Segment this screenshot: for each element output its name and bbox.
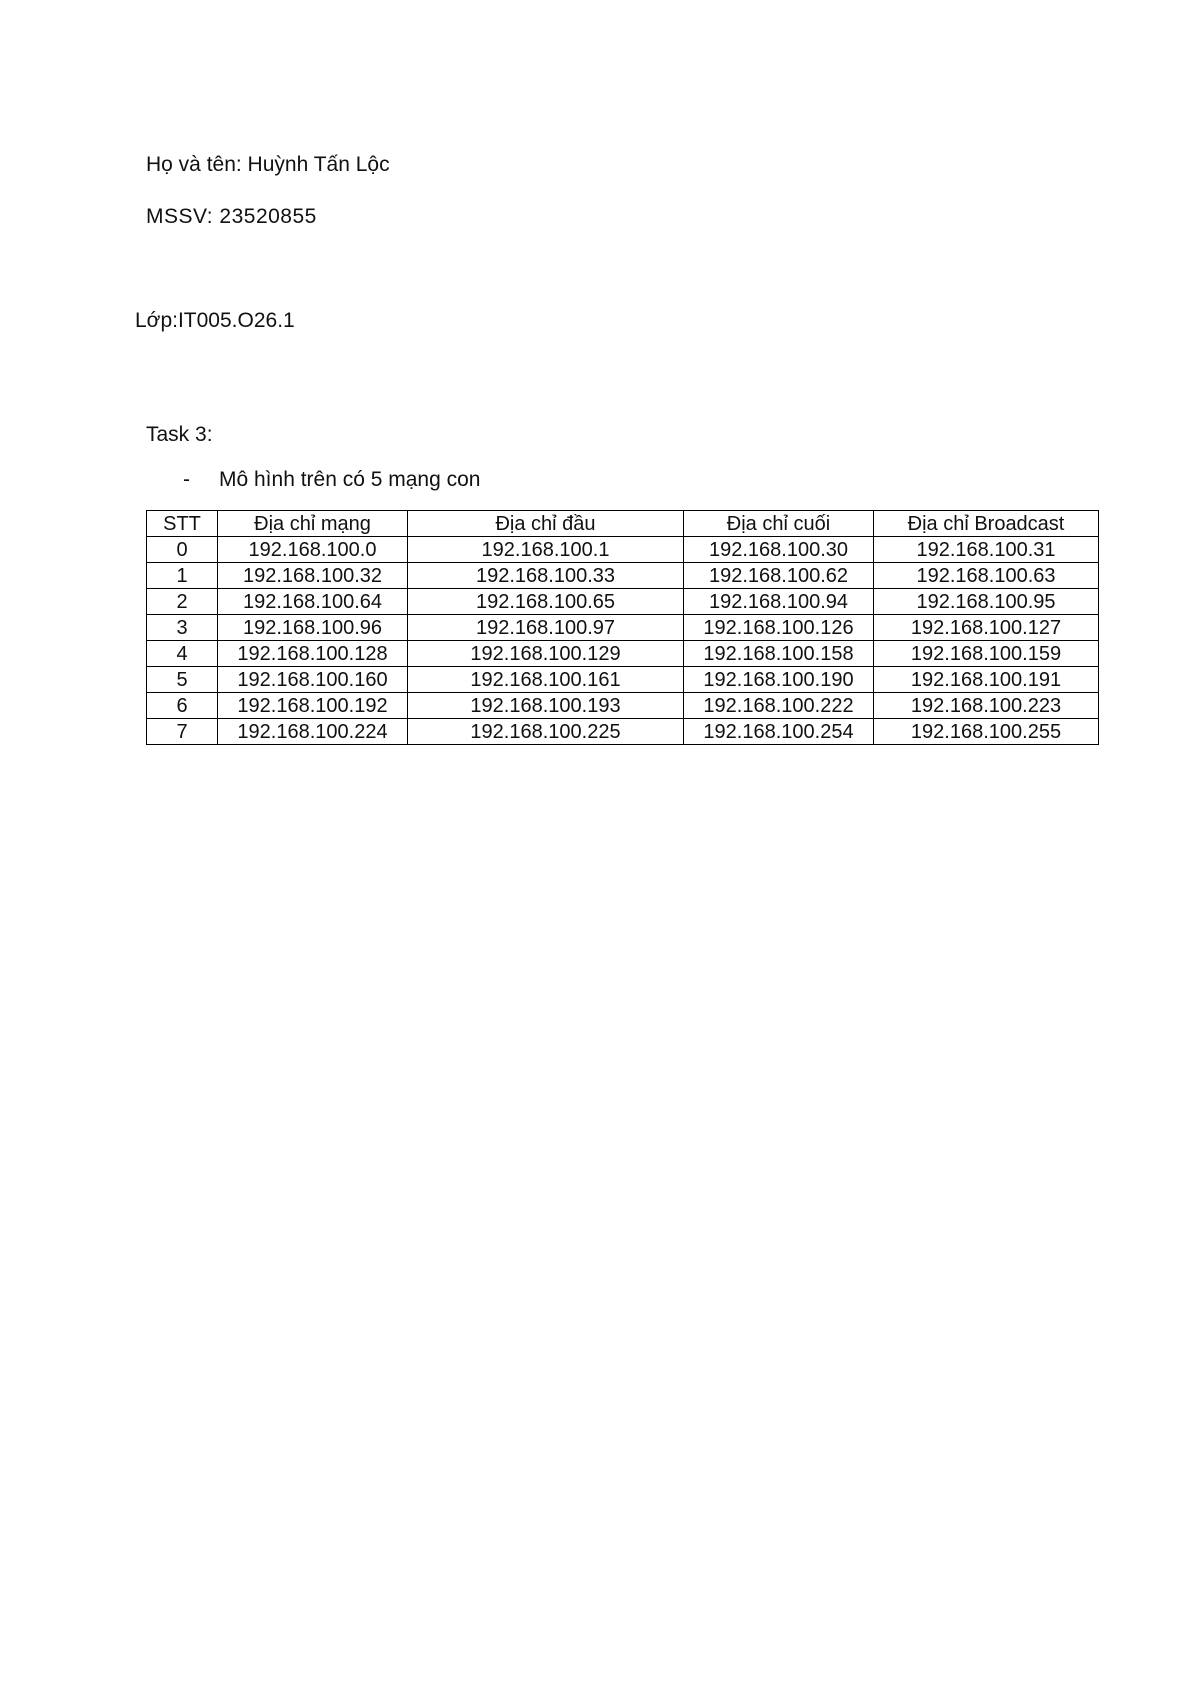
cell-first-address: 192.168.100.97	[408, 615, 684, 641]
cell-stt: 3	[147, 615, 218, 641]
cell-broadcast-address: 192.168.100.191	[874, 667, 1099, 693]
cell-broadcast-address: 192.168.100.127	[874, 615, 1099, 641]
cell-last-address: 192.168.100.190	[684, 667, 874, 693]
cell-first-address: 192.168.100.33	[408, 563, 684, 589]
table-row	[147, 667, 1099, 693]
header-stt: STT	[147, 511, 218, 537]
cell-last-address: 192.168.100.222	[684, 693, 874, 719]
cell-last-address: 192.168.100.126	[684, 615, 874, 641]
cell-broadcast-address: 192.168.100.223	[874, 693, 1099, 719]
cell-last-address: 192.168.100.254	[684, 719, 874, 745]
table-row	[147, 641, 1099, 667]
cell-last-address: 192.168.100.158	[684, 641, 874, 667]
cell-last-address: 192.168.100.94	[684, 589, 874, 615]
header-broadcast-address: Địa chỉ Broadcast	[874, 511, 1099, 537]
cell-stt: 2	[147, 589, 218, 615]
class-line: Lớp:IT005.O26.1	[135, 309, 295, 332]
cell-network-address: 192.168.100.224	[218, 719, 408, 745]
student-id-line: MSSV: 23520855	[146, 205, 317, 228]
cell-broadcast-address: 192.168.100.95	[874, 589, 1099, 615]
bullet-text: Mô hình trên có 5 mạng con	[219, 468, 481, 491]
cell-first-address: 192.168.100.65	[408, 589, 684, 615]
table-row	[147, 719, 1099, 745]
table-row	[147, 537, 1099, 563]
cell-broadcast-address: 192.168.100.31	[874, 537, 1099, 563]
cell-network-address: 192.168.100.64	[218, 589, 408, 615]
cell-first-address: 192.168.100.161	[408, 667, 684, 693]
cell-first-address: 192.168.100.193	[408, 693, 684, 719]
cell-stt: 5	[147, 667, 218, 693]
cell-network-address: 192.168.100.32	[218, 563, 408, 589]
cell-network-address: 192.168.100.0	[218, 537, 408, 563]
student-name-line: Họ và tên: Huỳnh Tấn Lộc	[146, 153, 390, 176]
cell-first-address: 192.168.100.129	[408, 641, 684, 667]
header-last-address: Địa chỉ cuối	[684, 511, 874, 537]
cell-first-address: 192.168.100.225	[408, 719, 684, 745]
cell-broadcast-address: 192.168.100.159	[874, 641, 1099, 667]
table-row	[147, 589, 1099, 615]
table-row	[147, 693, 1099, 719]
cell-stt: 4	[147, 641, 218, 667]
cell-network-address: 192.168.100.160	[218, 667, 408, 693]
header-first-address: Địa chỉ đầu	[408, 511, 684, 537]
cell-network-address: 192.168.100.96	[218, 615, 408, 641]
table-row	[147, 563, 1099, 589]
subnet-table	[146, 510, 1099, 745]
cell-broadcast-address: 192.168.100.63	[874, 563, 1099, 589]
cell-stt: 1	[147, 563, 218, 589]
table-header-row	[147, 511, 1099, 537]
cell-last-address: 192.168.100.62	[684, 563, 874, 589]
header-network-address: Địa chỉ mạng	[218, 511, 408, 537]
table-row	[147, 615, 1099, 641]
cell-stt: 6	[147, 693, 218, 719]
cell-network-address: 192.168.100.192	[218, 693, 408, 719]
cell-broadcast-address: 192.168.100.255	[874, 719, 1099, 745]
task-heading: Task 3:	[146, 423, 213, 446]
cell-last-address: 192.168.100.30	[684, 537, 874, 563]
bullet-marker: -	[183, 468, 190, 491]
cell-first-address: 192.168.100.1	[408, 537, 684, 563]
cell-stt: 0	[147, 537, 218, 563]
cell-stt: 7	[147, 719, 218, 745]
cell-network-address: 192.168.100.128	[218, 641, 408, 667]
